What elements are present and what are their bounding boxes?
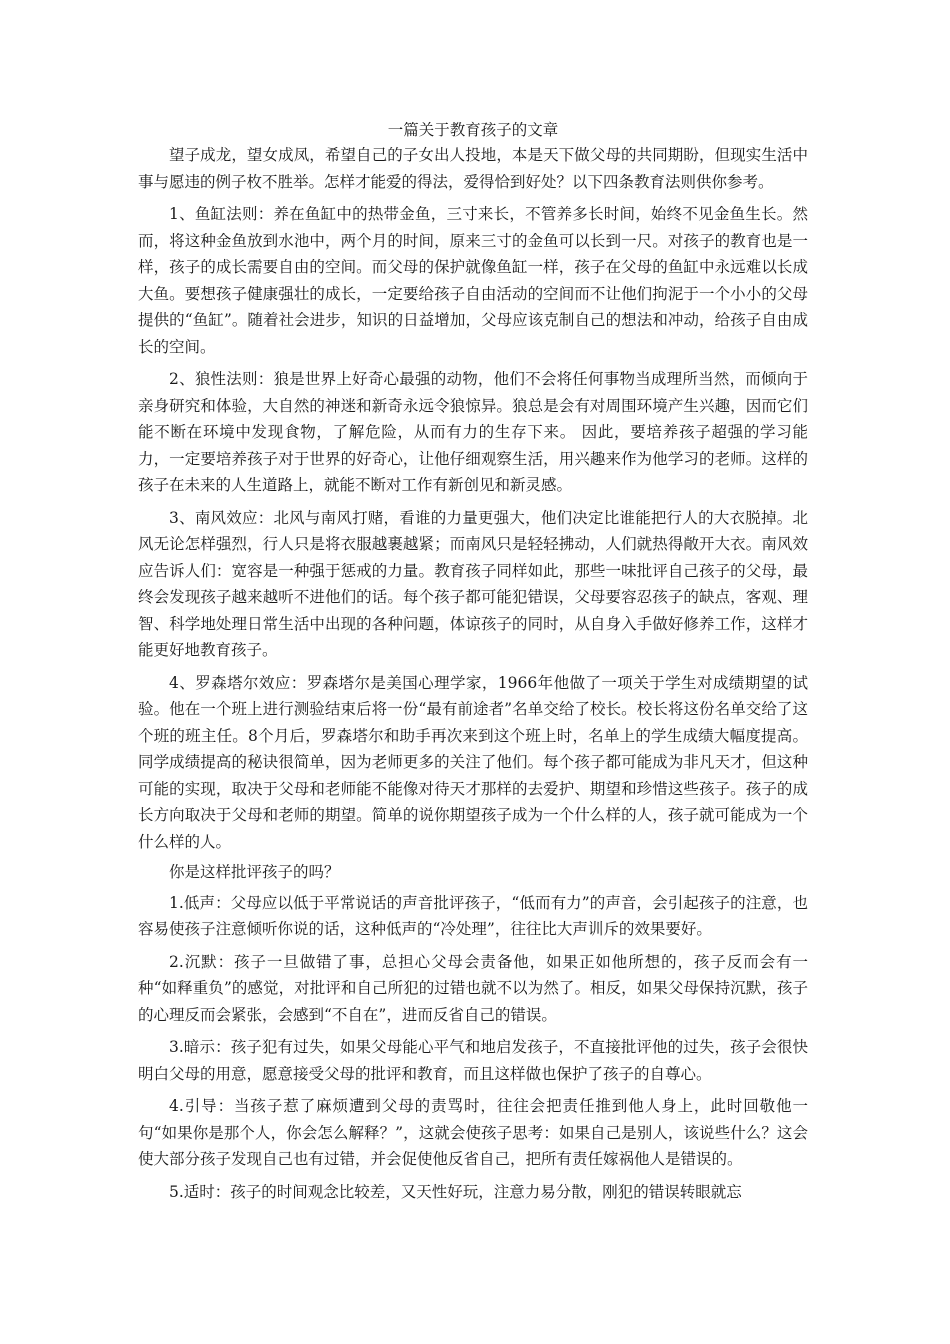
paragraph-rosenthal-effect: 4、罗森塔尔效应：罗森塔尔是美国心理学家，1966年他做了一项关于学生对成绩期望的试验。他在一个班上进行测验结束后将一份“最有前途者”名单交给了校长。校长将这份名单交给了这个班的班主任。8个月后，罗森塔尔和助手再次来到这个班上时，名单上的学生成绩大幅度提高。同学成绩提高的秘诀很简单，因为老师更多的关注了他们。每个孩子都可能成为非凡天才，但这种可能的实现，取决于父母和老师能不能像对待天才那样的去爱护、期望和珍惜这些孩子。孩子的成长方向取决于父母和老师的期望。简单的说你期望孩子成为一个什么样的人，孩子就可能成为一个什么样的人。 <box>138 673 808 851</box>
paragraph-wolf-rule: 2、狼性法则：狼是世界上好奇心最强的动物，他们不会将任何事物当成理所当然，而倾向于亲身研究和体验，大自然的神迷和新奇永远令狼惊异。狼总是会有对周围环境产生兴趣，因而它们能不断在环境中发现食物，了解危险，从而有力的生存下来。 因此，要培养孩子超强的学习能力，一定要培养孩子对于世界的好奇心，让他仔细观察生活，用兴趣来作为他学习的老师。这样的孩子在未来的人生道路上，就能不断对工作有新创见和新灵感。 <box>138 370 808 494</box>
document-body <box>138 120 808 1211</box>
paragraph-south-wind-effect: 3、南风效应：北风与南风打赌，看谁的力量更强大，他们决定比谁能把行人的大衣脱掉。北风无论怎样强烈，行人只是将衣服越裹越紧；而南风只是轻轻拂动，人们就热得敞开大衣。南风效应告诉人们：宽容是一种强于惩戒的力量。教育孩子同样如此，那些一味批评自己孩子的父母，最终会发现孩子越来越听不进他们的话。每个孩子都可能犯错误，父母要容忍孩子的缺点，客观、理智、科学地处理日常生活中出现的各种问题，体谅孩子的同时，从自身入手做好修养工作，这样才能更好地教育孩子。 <box>138 508 808 659</box>
paragraph-silence: 2.沉默：孩子一旦做错了事，总担心父母会责备他，如果正如他所想的，孩子反而会有一种“如释重负”的感觉，对批评和自己所犯的过错也就不以为然了。相反，如果父母保持沉默，孩子的心理反而会紧张，会感到“不自在”，进而反省自己的错误。 <box>138 952 808 1024</box>
document-title: 一篇关于教育孩子的文章 <box>387 121 559 139</box>
paragraph-low-voice: 1.低声：父母应以低于平常说话的声音批评孩子，“低而有力”的声音，会引起孩子的注意，也容易使孩子注意倾听你说的话，这种低声的“冷处理”，往往比大声训斥的效果要好。 <box>138 893 808 938</box>
paragraph-fish-tank-rule: 1、鱼缸法则：养在鱼缸中的热带金鱼，三寸来长，不管养多长时间，始终不见金鱼生长。然而，将这种金鱼放到水池中，两个月的时间，原来三寸的金鱼可以长到一尺。对孩子的教育也是一样，孩子的成长需要自由的空间。而父母的保护就像鱼缸一样，孩子在父母的鱼缸中永远难以长成大鱼。要想孩子健康强壮的成长，一定要给孩子自由活动的空间而不让他们拘泥于一个小小的父母提供的“鱼缸”。随着社会进步，知识的日益增加，父母应该克制自己的想法和冲动，给孩子自由成长的空间。 <box>138 205 808 356</box>
paragraph-hint: 3.暗示：孩子犯有过失，如果父母能心平气和地启发孩子，不直接批评他的过失，孩子会很快明白父母的用意，愿意接受父母的批评和教育，而且这样做也保护了孩子的自尊心。 <box>138 1038 808 1083</box>
paragraph-intro: 望子成龙，望女成凤，希望自己的子女出人投地，本是天下做父母的共同期盼，但现实生活中事与愿违的例子枚不胜举。怎样才能爱的得法，爱得恰到好处？以下四条教育法则供你参考。 <box>138 146 808 191</box>
paragraph-timely: 5.适时：孩子的时间观念比较差，又天性好玩，注意力易分散，刚犯的错误转眼就忘 <box>169 1182 742 1201</box>
section-heading-criticism: 你是这样批评孩子的吗？ <box>169 863 340 881</box>
paragraph-guidance: 4.引导：当孩子惹了麻烦遭到父母的责骂时，往往会把责任推到他人身上，此时回敬他一句“如果你是那个人，你会怎么解释？”，这就会使孩子思考：如果自己是别人，该说些什么？这会使大部分孩子发现自己也有过错，并会促使他反省自己，把所有责任嫁祸他人是错误的。 <box>138 1097 808 1168</box>
